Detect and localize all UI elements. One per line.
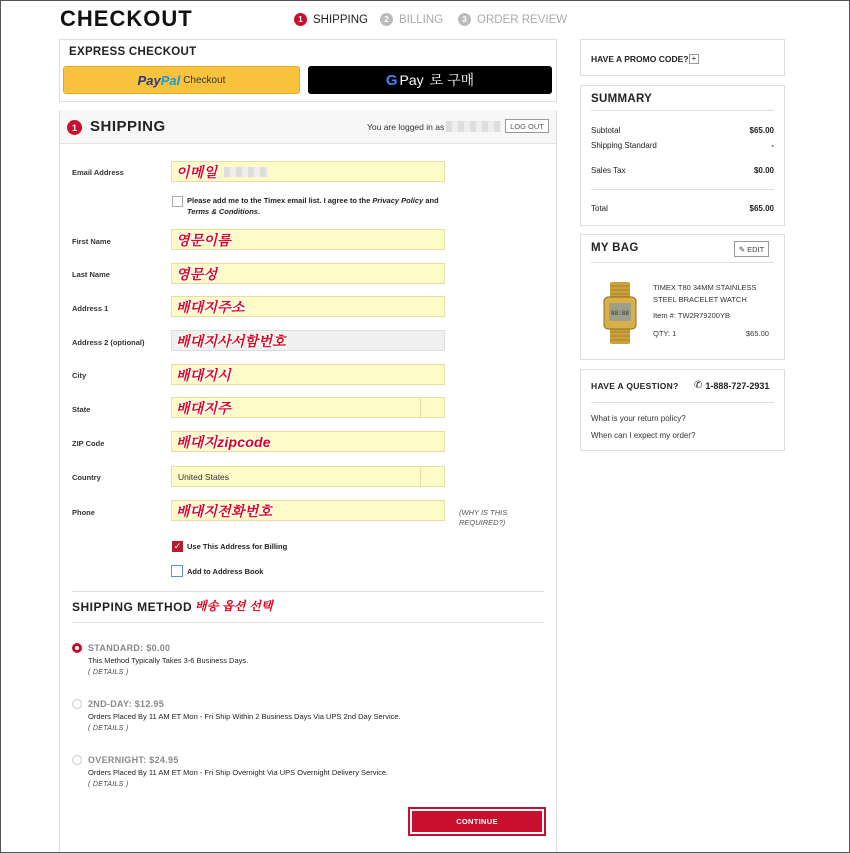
field-annotation: 영문이름 bbox=[176, 232, 231, 248]
bag-item-number: Item #: TW2R79200YB bbox=[653, 311, 730, 320]
shipping-option-2nd-day-radio[interactable] bbox=[72, 699, 82, 709]
bag-item-qty: QTY: 1 bbox=[653, 329, 677, 338]
privacy-policy-link[interactable]: Privacy Policy bbox=[372, 196, 424, 205]
city-field[interactable] bbox=[171, 364, 445, 385]
and-text: and bbox=[425, 196, 439, 205]
period: . bbox=[257, 207, 261, 216]
step-label: SHIPPING bbox=[313, 13, 368, 26]
step-number: 1 bbox=[294, 13, 307, 26]
summary-title: SUMMARY bbox=[591, 93, 653, 105]
step-order-review bbox=[458, 13, 567, 26]
state-label: State bbox=[72, 405, 91, 414]
shipping-option-2nd-day-desc: Orders Placed By 11 AM ET Mon - Fri Ship Within 2 Business Days Via UPS 2nd Day Service. bbox=[88, 712, 401, 721]
first-name-field[interactable] bbox=[171, 229, 445, 250]
logged-in-text: You are logged in as bbox=[367, 122, 445, 132]
country-value: United States bbox=[178, 471, 230, 482]
watch-product-image[interactable] bbox=[598, 282, 642, 344]
bag-divider bbox=[591, 262, 774, 263]
add-to-address-book-checkbox[interactable] bbox=[171, 565, 183, 577]
address2-field[interactable] bbox=[171, 330, 445, 351]
section-divider bbox=[72, 591, 544, 592]
email-field[interactable] bbox=[171, 161, 445, 182]
zip-field[interactable] bbox=[171, 431, 445, 452]
phone-icon: ✆ bbox=[694, 380, 703, 391]
add-to-address-book-label: Add to Address Book bbox=[187, 567, 264, 576]
gpay-label: 로 구매 bbox=[429, 72, 475, 88]
paypal-logo-part: Pay bbox=[137, 72, 161, 88]
shipping-option-standard-radio[interactable] bbox=[72, 643, 82, 653]
field-annotation: 배대지사서함번호 bbox=[176, 333, 286, 349]
use-for-billing-label: Use This Address for Billing bbox=[187, 542, 288, 551]
summary-row-total bbox=[591, 204, 774, 213]
state-select[interactable] bbox=[171, 397, 445, 418]
email-annotation: 이메일 bbox=[176, 164, 218, 180]
gpay-pay-text: Pay bbox=[399, 72, 424, 88]
phone-label: Phone bbox=[72, 508, 95, 517]
summary-row-subtotal bbox=[591, 126, 774, 135]
summary-row-tax bbox=[591, 166, 774, 175]
step-label: BILLING bbox=[399, 13, 444, 26]
field-annotation: 영문성 bbox=[176, 266, 218, 282]
field-annotation: 배대지zipcode bbox=[176, 434, 271, 450]
field-annotation: 배대지주 bbox=[176, 400, 231, 416]
bag-item-price: $65.00 bbox=[746, 329, 769, 338]
email-label: Email Address bbox=[72, 168, 124, 177]
question-divider bbox=[591, 402, 774, 403]
address1-field[interactable] bbox=[171, 296, 445, 317]
step-billing bbox=[380, 13, 443, 26]
shipping-option-standard-details-link[interactable]: ( DETAILS ) bbox=[88, 669, 129, 676]
shipping-option-overnight-radio[interactable] bbox=[72, 755, 82, 765]
plus-icon[interactable]: + bbox=[689, 54, 699, 64]
newsletter-consent-text bbox=[187, 195, 452, 217]
svg-text:88:88: 88:88 bbox=[610, 310, 630, 317]
why-required-link[interactable]: (WHY IS THIS REQUIRED?) bbox=[459, 508, 508, 527]
summary-value: $0.00 bbox=[753, 166, 774, 175]
redacted-email bbox=[224, 167, 268, 177]
page-title: CHECKOUT bbox=[60, 6, 193, 31]
faq-order-timing-link[interactable]: When can I expect my order? bbox=[591, 431, 696, 440]
step-shipping bbox=[294, 13, 368, 26]
shipping-step-number: 1 bbox=[67, 120, 82, 135]
shipping-title: SHIPPING bbox=[90, 118, 166, 135]
support-phone-number: 1-888-727-2931 bbox=[705, 380, 770, 391]
address1-label: Address 1 bbox=[72, 304, 109, 313]
use-for-billing-checkbox[interactable] bbox=[172, 541, 183, 552]
shipping-option-overnight-details-link[interactable]: ( DETAILS ) bbox=[88, 781, 129, 788]
shipping-option-standard-desc: This Method Typically Takes 3-6 Business Days. bbox=[88, 656, 249, 665]
faq-return-policy-link[interactable]: What is your return policy? bbox=[591, 414, 686, 423]
shipping-method-title: SHIPPING METHOD bbox=[72, 600, 193, 614]
promo-code-label[interactable]: HAVE A PROMO CODE? bbox=[591, 54, 689, 64]
paypal-label: Checkout bbox=[183, 74, 226, 86]
shipping-option-2nd-day-details-link[interactable]: ( DETAILS ) bbox=[88, 725, 129, 732]
summary-label: Subtotal bbox=[591, 126, 621, 135]
terms-link[interactable]: Terms & Conditions bbox=[187, 207, 258, 216]
select-arrow-area bbox=[420, 467, 444, 486]
support-phone[interactable] bbox=[694, 380, 769, 391]
edit-label: EDIT bbox=[747, 244, 765, 254]
bag-item-name[interactable]: TIMEX T80 34MM STAINLESS STEEL BRACELET WATCH bbox=[653, 283, 757, 304]
step-number: 3 bbox=[458, 13, 471, 26]
country-label: Country bbox=[72, 473, 101, 482]
summary-label: Shipping Standard bbox=[591, 141, 657, 150]
question-title: HAVE A QUESTION? bbox=[591, 381, 679, 391]
section-divider bbox=[72, 622, 544, 623]
summary-value: $65.00 bbox=[749, 204, 774, 213]
shipping-option-2nd-day-name: 2ND-DAY: $12.95 bbox=[88, 699, 165, 709]
summary-label: Total bbox=[591, 204, 608, 213]
step-label: ORDER REVIEW bbox=[477, 13, 568, 26]
express-checkout-title: EXPRESS CHECKOUT bbox=[69, 46, 197, 58]
paypal-checkout-button[interactable] bbox=[63, 66, 300, 94]
step-number: 2 bbox=[380, 13, 393, 26]
summary-value: - bbox=[771, 141, 774, 150]
first-name-label: First Name bbox=[72, 237, 111, 246]
summary-row-shipping bbox=[591, 141, 774, 150]
check-icon: ✓ bbox=[173, 541, 182, 551]
newsletter-text: Please add me to the Timex email list. I agree to the bbox=[187, 196, 371, 205]
field-annotation: 배대지주소 bbox=[176, 299, 245, 315]
summary-divider bbox=[591, 110, 774, 111]
country-select[interactable] bbox=[171, 466, 445, 487]
summary-divider bbox=[591, 189, 774, 190]
select-arrow-area bbox=[420, 398, 444, 417]
address2-label: Address 2 (optional) bbox=[72, 338, 145, 347]
continue-button[interactable]: CONTINUE bbox=[410, 809, 544, 834]
paypal-logo-part: Pal bbox=[160, 72, 181, 88]
summary-label: Sales Tax bbox=[591, 166, 626, 175]
shipping-method-annotation: 배송 옵션 선택 bbox=[195, 599, 273, 613]
logout-button[interactable]: LOG OUT bbox=[505, 119, 549, 133]
shipping-option-standard-name: STANDARD: $0.00 bbox=[88, 643, 171, 653]
google-g-icon: G bbox=[385, 71, 398, 89]
city-label: City bbox=[72, 371, 87, 380]
last-name-label: Last Name bbox=[72, 270, 110, 279]
newsletter-checkbox[interactable] bbox=[172, 196, 183, 207]
pencil-icon: ✎ bbox=[738, 244, 746, 254]
field-annotation: 배대지전화번호 bbox=[176, 503, 273, 519]
edit-bag-button[interactable] bbox=[734, 241, 769, 257]
zip-label: ZIP Code bbox=[72, 439, 105, 448]
phone-field[interactable] bbox=[171, 500, 445, 521]
last-name-field[interactable] bbox=[171, 263, 445, 284]
shipping-option-overnight-name: OVERNIGHT: $24.95 bbox=[88, 755, 179, 765]
google-pay-button[interactable] bbox=[308, 66, 552, 94]
my-bag-title: MY BAG bbox=[591, 242, 639, 254]
summary-value: $65.00 bbox=[749, 126, 774, 135]
shipping-option-overnight-desc: Orders Placed By 11 AM ET Mon - Fri Ship Overnight Via UPS Overnight Delivery Service. bbox=[88, 768, 389, 777]
redacted-username bbox=[446, 121, 501, 132]
field-annotation: 배대지시 bbox=[176, 367, 231, 383]
